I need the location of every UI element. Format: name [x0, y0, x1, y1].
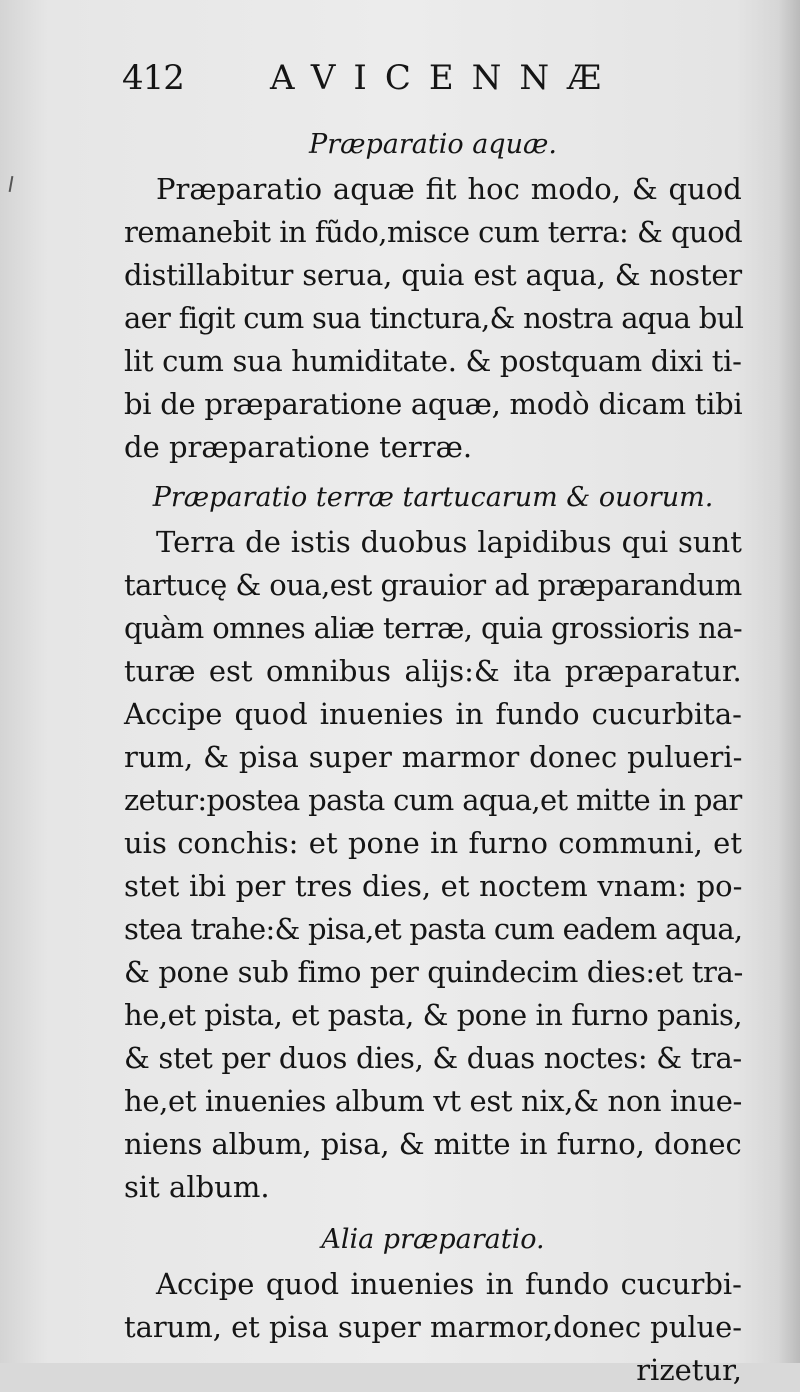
text-line: he,et inuenies album vt est nix,& non inue-	[124, 1084, 742, 1118]
text-line: aer figit cum sua tinctura,& nostra aqua bul	[124, 301, 744, 335]
text-line: sit album.	[124, 1170, 270, 1204]
section-heading: Alia præparatio.	[321, 1224, 545, 1255]
text-line: & pone sub fimo per quindecim dies:et tra-	[124, 955, 743, 989]
section-earth-preparation	[124, 479, 742, 1209]
page-number: 412	[122, 58, 184, 98]
text-line: tarum, et pisa super marmor,donec pulue-	[124, 1310, 743, 1344]
text-line: Præparatio aquæ fit hoc modo, & quod	[156, 172, 742, 206]
text-line: Terra de istis duobus lapidibus qui sunt	[156, 525, 742, 559]
catchword: rizetur,	[636, 1353, 742, 1387]
text-line: tartucę & oua,est grauior ad præparandum	[124, 568, 742, 602]
section-alternative-preparation	[124, 1221, 742, 1392]
text-line: stet ibi per tres dies, et noctem vnam: po-	[124, 869, 743, 903]
text-line: bi de præparatione aquæ, modò dicam tibi	[124, 387, 743, 421]
section-heading: Præparatio terræ tartucarum & ouorum.	[152, 482, 714, 513]
text-line: remanebit in fũdo,misce cum terra: & quod	[124, 215, 743, 249]
text-line: & stet per duos dies, & duas noctes: & tra-	[124, 1041, 742, 1075]
text-line: Accipe quod inuenies in fundo cucurbi-	[156, 1267, 742, 1301]
text-line: quàm omnes aliæ terræ, quia grossioris na-	[124, 611, 743, 645]
page-edge-shadow	[778, 0, 800, 1363]
text-line: he,et pista, et pasta, & pone in furno panis,	[124, 998, 743, 1032]
running-title: AVICENNÆ	[270, 58, 620, 98]
paragraph	[124, 168, 742, 469]
page-body	[124, 126, 742, 1392]
text-line: Accipe quod inuenies in fundo cucurbita-	[124, 697, 742, 731]
text-line: zetur:postea pasta cum aqua,et mitte in par	[124, 783, 742, 817]
margin-mark	[9, 176, 14, 192]
text-line: distillabitur serua, quia est aqua, & noster	[124, 258, 742, 292]
text-line: niens album, pisa, & mitte in furno, donec	[124, 1127, 742, 1161]
paragraph	[124, 521, 742, 1209]
paragraph	[124, 1263, 742, 1392]
text-line: lit cum sua humiditate. & postquam dixi ti-	[124, 344, 742, 378]
page-header	[122, 58, 742, 98]
text-line: turæ est omnibus alijs:& ita præparatur.	[124, 654, 742, 688]
text-line: de præparatione terræ.	[124, 430, 473, 464]
text-line: stea trahe:& pisa,et pasta cum eadem aqua,	[124, 912, 743, 946]
text-line: rum, & pisa super marmor donec pulueri-	[124, 740, 743, 774]
text-line: uis conchis: et pone in furno communi, et	[124, 826, 742, 860]
section-water-preparation	[124, 126, 742, 469]
section-heading: Præparatio aquæ.	[309, 129, 557, 160]
